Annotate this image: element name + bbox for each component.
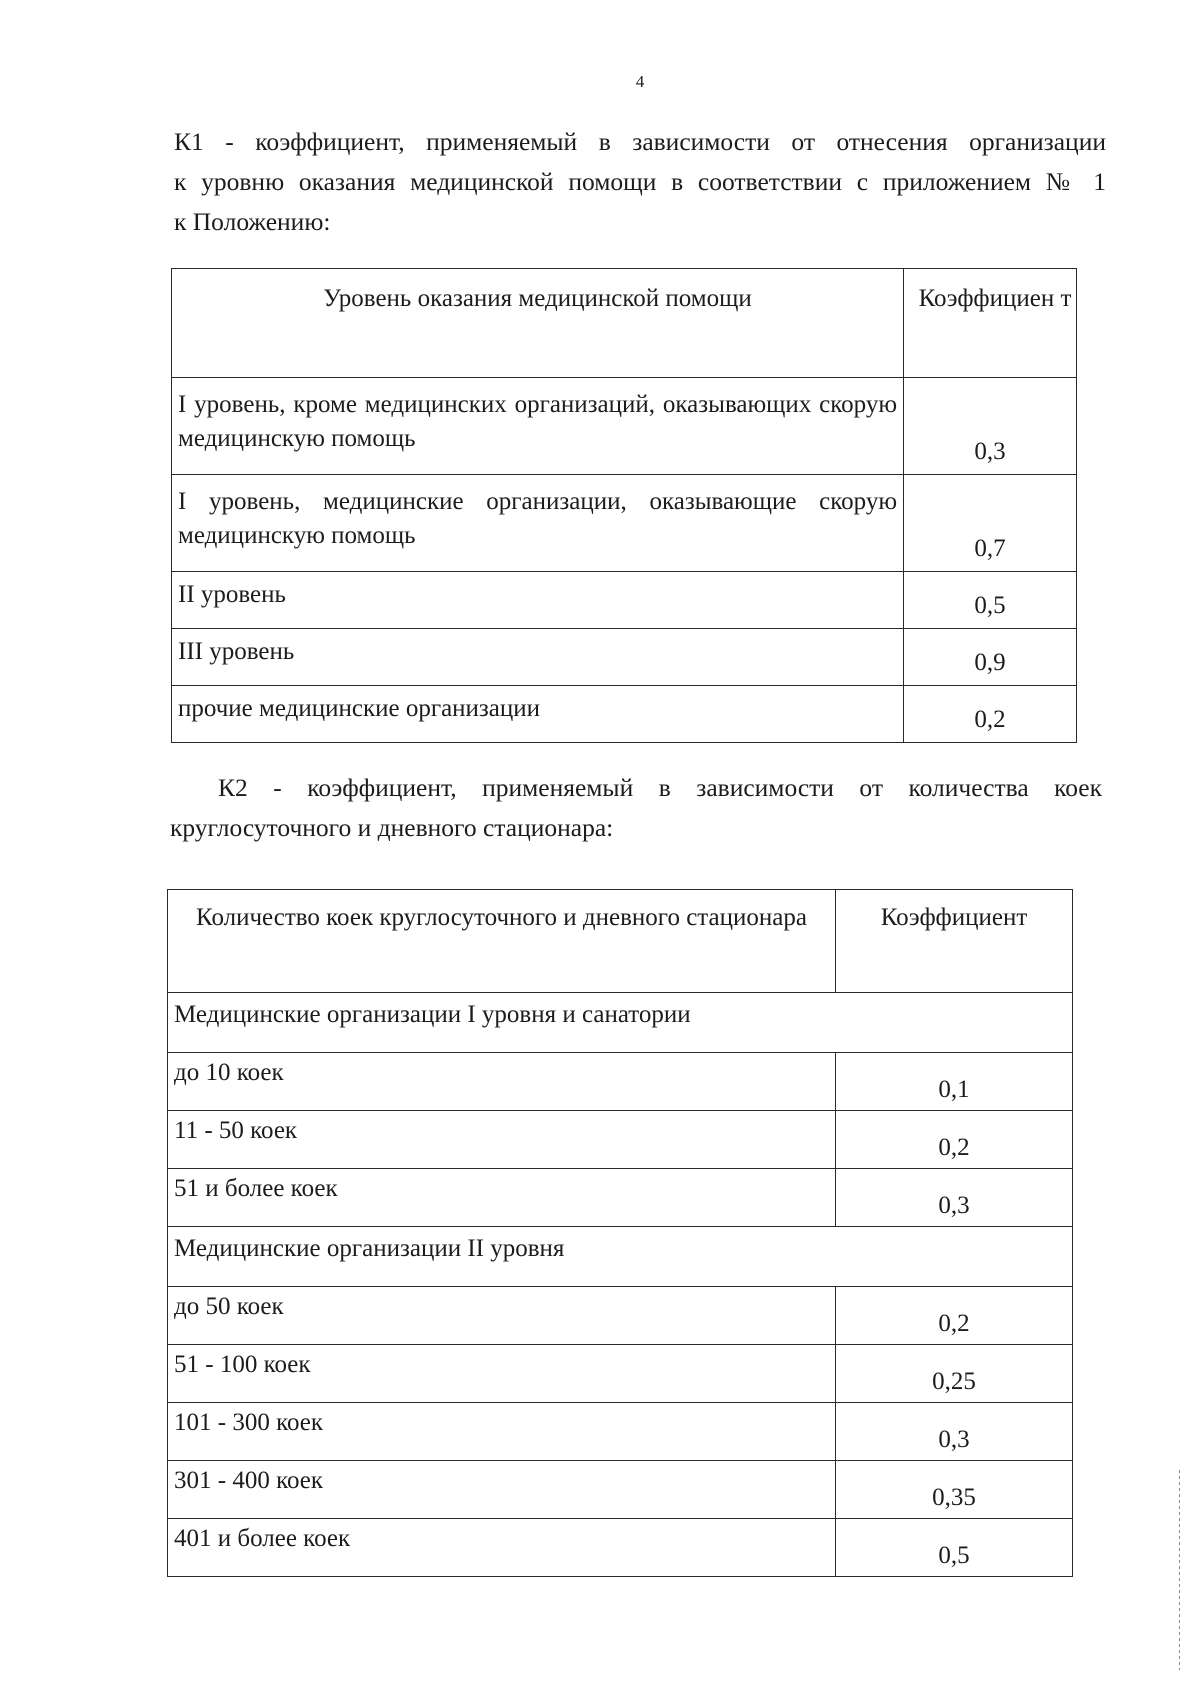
k2-group-row xyxy=(168,1227,1073,1287)
k2-coefficient-table xyxy=(167,889,1073,1577)
table-row xyxy=(168,1403,1073,1461)
k2-group-title: Медицинские организации I уровня и санатории xyxy=(168,993,1073,1053)
k1-row-coefficient: 0,7 xyxy=(904,475,1077,572)
k2-row-bed-range: 51 - 100 коек xyxy=(168,1345,836,1403)
k1-header-level: Уровень оказания медицинской помощи xyxy=(172,269,904,378)
k2-header-beds: Количество коек круглосуточного и дневного стационара xyxy=(168,890,836,993)
k2-row-coefficient: 0,2 xyxy=(836,1111,1073,1169)
k2-row-bed-range: до 50 коек xyxy=(168,1287,836,1345)
k1-row-coefficient: 0,2 xyxy=(904,686,1077,743)
table-row xyxy=(168,1169,1073,1227)
scan-edge-mark xyxy=(1179,1470,1180,1670)
k2-intro-line-1: К2 - коэффициент, применяемый в зависимости от количества коек xyxy=(218,773,1102,802)
k1-row-level-name: прочие медицинские организации xyxy=(172,686,904,743)
k1-intro-line-1: К1 - коэффициент, применяемый в зависимости от отнесения организации xyxy=(174,127,1106,156)
k2-row-bed-range: 51 и более коек xyxy=(168,1169,836,1227)
k2-row-coefficient: 0,1 xyxy=(836,1053,1073,1111)
table-row xyxy=(168,1461,1073,1519)
k1-table-header-row xyxy=(172,269,1077,378)
k1-header-coefficient: Коэффициен т xyxy=(904,269,1077,378)
k2-group-title: Медицинские организации II уровня xyxy=(168,1227,1073,1287)
k2-header-coefficient: Коэффициент xyxy=(836,890,1073,993)
k2-row-bed-range: 301 - 400 коек xyxy=(168,1461,836,1519)
k1-row-coefficient: 0,5 xyxy=(904,572,1077,629)
table-row xyxy=(172,686,1077,743)
k1-intro-paragraph xyxy=(174,122,1106,242)
table-row xyxy=(172,475,1077,572)
table-row xyxy=(172,572,1077,629)
table-row xyxy=(168,1111,1073,1169)
k1-intro-line-2: к уровню оказания медицинской помощи в соответствии с приложением № 1 xyxy=(174,167,1106,196)
k2-row-coefficient: 0,5 xyxy=(836,1519,1073,1577)
k1-row-coefficient: 0,3 xyxy=(904,378,1077,475)
k2-row-coefficient: 0,3 xyxy=(836,1169,1073,1227)
k2-group-row xyxy=(168,993,1073,1053)
k2-row-bed-range: 11 - 50 коек xyxy=(168,1111,836,1169)
k1-coefficient-table xyxy=(171,268,1077,743)
table-row xyxy=(168,1053,1073,1111)
k1-row-level-name: I уровень, медицинские организации, оказывающие скорую медицинскую помощь xyxy=(172,475,904,572)
table-row xyxy=(168,1287,1073,1345)
k2-intro-paragraph xyxy=(170,768,1102,848)
table-row xyxy=(172,629,1077,686)
k2-row-coefficient: 0,2 xyxy=(836,1287,1073,1345)
k2-row-bed-range: 101 - 300 коек xyxy=(168,1403,836,1461)
page-number: 4 xyxy=(635,72,645,91)
k1-row-level-name: I уровень, кроме медицинских организаций, оказывающих скорую медицинскую помощь xyxy=(172,378,904,475)
k2-table-header-row xyxy=(168,890,1073,993)
table-row xyxy=(168,1345,1073,1403)
table-row xyxy=(172,378,1077,475)
table-row xyxy=(168,1519,1073,1577)
k2-row-bed-range: до 10 коек xyxy=(168,1053,836,1111)
k2-row-coefficient: 0,3 xyxy=(836,1403,1073,1461)
k2-row-coefficient: 0,25 xyxy=(836,1345,1073,1403)
k2-row-coefficient: 0,35 xyxy=(836,1461,1073,1519)
k1-intro-line-3: к Положению: xyxy=(174,207,331,236)
k1-row-level-name: II уровень xyxy=(172,572,904,629)
k1-row-level-name: III уровень xyxy=(172,629,904,686)
k2-row-bed-range: 401 и более коек xyxy=(168,1519,836,1577)
k2-intro-line-2: круглосуточного и дневного стационара: xyxy=(170,813,614,842)
k1-row-coefficient: 0,9 xyxy=(904,629,1077,686)
